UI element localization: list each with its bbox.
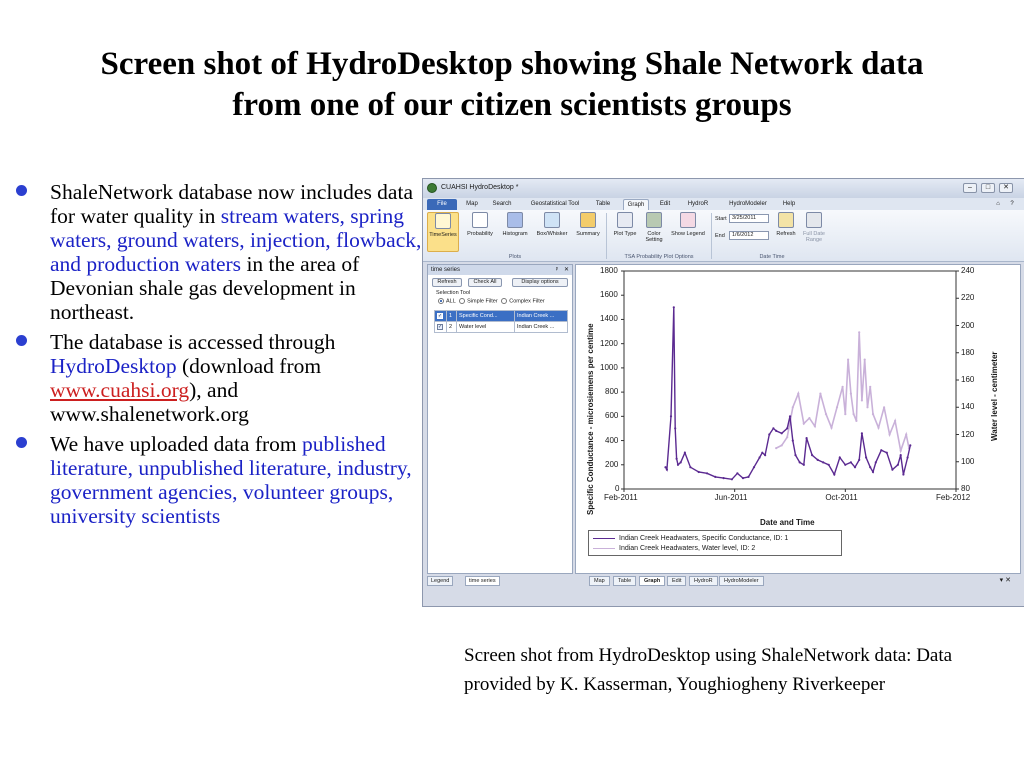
x-tick-label: Feb-2012 [936,493,971,502]
data-point [775,447,777,449]
legend-swatch-icon [593,538,615,539]
data-point [869,466,871,468]
radio-complex-label: Complex Filter [509,298,545,305]
timeseries-label: TimeSeries [429,232,457,238]
ribbon-toolbar [423,210,1024,262]
data-point [806,437,808,439]
bullet-1-text-b: stream waters, spring waters, ground waters, injection, flowback, and production waters [50,204,422,276]
show-legend-label: Show Legend [671,231,705,237]
data-point [811,454,813,456]
slide-title-line-2: from one of our citizen scientists groups [232,87,792,123]
data-point [828,464,830,466]
data-point [814,425,816,427]
graph-panel [575,264,1021,574]
y-left-tick-label: 1800 [600,266,618,275]
data-point [869,386,871,388]
window-titlebar[interactable] [423,179,1024,198]
row-variable: Water level [457,322,515,333]
minimize-button[interactable]: – [963,183,977,193]
menu-map[interactable]: Map [466,201,478,207]
view-tabs [575,576,1021,587]
data-point [775,430,777,432]
legend-entry-1: Indian Creek Headwaters, Specific Conductance, ID: 1 [619,535,789,542]
bullet-2-text-c: (download from [176,354,322,378]
refresh-icon [778,212,794,228]
full-date-range-icon [806,212,822,228]
home-icon[interactable]: ⌂ [996,201,1000,207]
menu-edit[interactable]: Edit [659,201,671,207]
hydrodesktop-window [422,178,1024,607]
summary-button[interactable] [573,212,603,252]
data-point [861,399,863,401]
y-left-tick-label: 400 [605,435,619,445]
data-point [792,440,794,442]
y-left-tick-label: 1400 [600,314,618,324]
bullet-dot-icon [16,437,27,448]
data-point [866,406,868,408]
bullet-dot-icon [16,335,27,346]
data-point [803,464,805,466]
data-point [854,466,856,468]
y-left-tick-label: 800 [605,387,619,397]
y-right-tick-label: 160 [961,375,975,384]
data-point [900,450,902,452]
data-point [886,452,888,454]
y-axis-left-label: Specific Conductance - microsiemens per centime [586,323,595,515]
bullet-item [14,432,422,528]
tab-hydromodeler[interactable]: HydroModeler [719,576,764,586]
tab-legend[interactable]: Legend [427,576,453,586]
menu-file[interactable]: File [427,199,457,210]
data-point [759,456,761,458]
bullet-list [14,180,422,534]
data-point [865,456,867,458]
data-point [861,432,863,434]
selection-radio-group [436,298,545,304]
check-all-button[interactable]: Check All [468,278,502,287]
ribbon-separator [606,213,607,259]
bullet-3-text-b: published literature, unpublished literature, industry, government agencies, volunteer groups, university scientists [50,432,412,528]
data-point [731,478,733,480]
bullet-item [14,180,422,324]
data-point [858,331,860,333]
full-date-range-label: Full Date Range [802,231,825,243]
data-point [889,433,891,435]
menu-hydromodeler[interactable]: HydroModeler [729,201,767,207]
menu-table[interactable]: Table [595,201,611,207]
data-point [880,449,882,451]
data-point [909,444,911,446]
y-left-tick-label: 1000 [600,362,618,372]
y-right-tick-label: 100 [961,456,975,466]
panel-title: time series [431,267,461,273]
y-axis-right-label: Water level - centimeter [990,351,999,441]
time-series-panel [427,264,573,574]
color-setting-label: Color Setting [645,231,663,243]
summary-label: Summary [576,231,600,237]
series-table [434,310,568,333]
app-logo-icon [427,183,437,193]
data-point [714,476,716,478]
menu-geostatistical-tool[interactable]: Geostatistical Tool [530,201,580,207]
chart-legend [588,530,842,556]
x-tick-label: Oct-2011 [825,493,858,502]
data-point [742,477,744,479]
start-date-label: Start [715,216,727,222]
box-whisker-label: Box/Whisker [536,231,568,237]
help-icon[interactable]: ? [1010,201,1014,207]
data-point [674,427,676,429]
tab-dropdown-icon[interactable]: ▾ ✕ [999,577,1011,584]
y-right-tick-label: 140 [961,402,975,412]
plots-group-label: Plots [508,254,522,260]
tab-hydror[interactable]: HydroR [689,576,718,586]
radio-simple-label: Simple Filter [467,298,498,305]
bullet-1-text-a: ShaleNetwork database now includes data for water quality in [50,180,413,228]
timeseries-icon [435,213,451,229]
data-point [689,466,691,468]
data-point [803,423,805,425]
show-legend-button[interactable] [669,212,707,252]
data-point [676,458,678,460]
tab-edit[interactable]: Edit [667,576,686,586]
timeseries-button[interactable] [427,212,459,252]
probability-label: Probability [467,231,493,237]
data-point [664,466,666,468]
close-window-button[interactable]: ✕ [999,183,1013,193]
y-left-tick-label: 200 [605,459,619,469]
data-point [789,415,791,417]
maximize-button[interactable]: □ [981,183,995,193]
data-point [680,461,682,463]
ribbon-separator [711,213,712,259]
slide-title-line-1: Screen shot of HydroDesktop showing Shale Network data [100,46,924,82]
data-point [872,413,874,415]
color-setting-button[interactable] [641,212,667,252]
data-point [723,477,725,479]
y-left-tick-label: 0 [615,484,620,493]
display-options-button[interactable]: Display options [512,278,568,287]
y-left-tick-label: 1200 [600,338,618,348]
summary-icon [580,212,596,228]
data-point [822,461,824,463]
data-point [786,427,788,429]
table-row[interactable] [435,322,568,333]
data-point [858,459,860,461]
data-point [797,393,799,395]
menu-hydror[interactable]: HydroR [687,201,709,207]
data-point [905,433,907,435]
date-time-group-label: Date Time [759,254,785,260]
data-point [808,417,810,419]
data-point [819,393,821,395]
data-point [677,464,679,466]
data-point [747,476,749,478]
data-point [830,427,832,429]
slide-title [20,44,1004,126]
data-point [698,471,700,473]
histogram-label: Histogram [502,231,528,237]
histogram-button[interactable] [499,212,531,252]
x-tick-label: Jun-2011 [714,493,748,502]
histogram-icon [507,212,523,228]
radio-all[interactable] [438,298,444,304]
check-icon: ✓ [438,312,443,319]
y-right-tick-label: 200 [961,320,975,330]
data-point [864,359,866,361]
color-setting-icon [646,212,662,228]
data-point [839,456,841,458]
plot-frame [624,271,956,489]
data-point [772,427,774,429]
panel-close-icon[interactable]: ✕ [563,267,569,273]
row-number: 1 [447,311,457,322]
cuahsi-link[interactable]: www.cuahsi.org [50,378,190,402]
bullet-item [14,330,422,426]
bullet-dot-icon [16,185,27,196]
data-point [855,420,857,422]
bullet-2-text-d: ), and www.shalenetwork.org [50,378,249,426]
plot-type-label: Plot Type [613,231,637,237]
data-point [736,472,738,474]
data-point [666,469,668,471]
y-left-tick-label: 600 [605,411,619,421]
data-point [875,461,877,463]
refresh-button[interactable]: Refresh [432,278,462,287]
data-point [907,456,909,458]
row-variable: Specific Cond... [457,311,515,322]
data-point [706,472,708,474]
data-point [877,427,879,429]
table-row[interactable] [435,311,568,322]
data-point [768,433,770,435]
legend-entry [593,534,788,544]
options-group-label: TSA Probability Plot Options [624,254,694,260]
menu-bar [423,198,1024,210]
data-point [794,454,796,456]
panel-header [428,265,572,275]
menu-graph[interactable]: Graph [623,199,649,210]
data-point [753,466,755,468]
data-point [836,406,838,408]
radio-simple-filter[interactable] [459,298,465,304]
y-right-tick-label: 80 [961,484,970,493]
full-date-range-button[interactable] [801,212,827,252]
data-point [786,436,788,438]
refresh-date-label: Refresh [776,231,796,237]
data-point [844,464,846,466]
data-point [817,459,819,461]
bullet-2-text-a: The database is accessed through [50,330,336,354]
start-date-field[interactable]: 3/25/2011 [729,214,769,223]
panel-tabs [427,576,573,587]
menu-help[interactable]: Help [782,201,796,207]
data-point [792,406,794,408]
selection-tool-label: Selection Tool [436,290,471,296]
tab-table[interactable]: Table [613,576,636,586]
data-point [825,413,827,415]
data-point [894,420,896,422]
end-date-label: End [715,233,725,239]
bullet-1-text-c: in the area of Devonian shale gas development in northeast. [50,252,360,324]
data-point [684,452,686,454]
data-point [891,469,893,471]
tab-time-series[interactable]: time series [465,576,500,586]
legend-entry-2: Indian Creek Headwaters, Water level, ID: 2 [619,545,756,552]
x-tick-label: Feb-2011 [604,493,638,502]
data-point [761,452,763,454]
data-point [670,415,672,417]
y-right-tick-label: 180 [961,347,975,357]
data-point [673,306,675,308]
x-axis-label: Date and Time [760,518,815,527]
data-point [844,413,846,415]
data-point [850,461,852,463]
data-point [799,461,801,463]
data-point [872,471,874,473]
data-point [833,473,835,475]
plot-type-button[interactable] [611,212,639,252]
data-point [781,444,783,446]
radio-all-label: ALL [446,298,456,305]
bullet-3-text-a: We have uploaded data from [50,432,302,456]
data-point [853,413,855,415]
data-point [902,473,904,475]
y-right-tick-label: 120 [961,429,975,439]
row-site: Indian Creek ... [515,311,568,322]
data-point [850,393,852,395]
bullet-2-text-b: HydroDesktop [50,354,177,378]
time-series-chart[interactable] [576,265,1020,527]
data-point [764,454,766,456]
legend-swatch-icon [593,548,615,549]
refresh-date-button[interactable] [773,212,799,252]
end-date-field[interactable]: 1/6/2012 [729,231,769,240]
tab-map[interactable]: Map [589,576,610,586]
box-whisker-icon [544,212,560,228]
show-legend-icon [680,212,696,228]
plot-type-icon [617,212,633,228]
row-checkbox[interactable] [435,322,447,333]
data-point [781,432,783,434]
probability-icon [472,212,488,228]
row-checkbox[interactable] [435,311,447,322]
screenshot-caption: Screen shot from HydroDesktop using ShaleNetwork data: Data provided by K. Kasserman, Youghiogheny Riverkeeper [464,645,953,695]
data-point [900,454,902,456]
box-whisker-button[interactable] [533,212,571,252]
row-number: 2 [447,322,457,333]
row-site: Indian Creek ... [515,322,568,333]
check-icon: ✓ [438,323,443,330]
menu-search[interactable]: Search [492,201,512,207]
y-right-tick-label: 240 [961,266,975,275]
probability-button[interactable] [463,212,497,252]
y-left-tick-label: 1600 [600,290,618,300]
pin-icon[interactable]: ᵖ [555,267,558,273]
radio-complex-filter[interactable] [501,298,507,304]
window-title: CUAHSI HydroDesktop * [441,184,519,191]
tab-graph[interactable]: Graph [639,576,665,586]
y-right-tick-label: 220 [961,293,975,303]
data-point [847,359,849,361]
legend-entry [593,544,755,554]
data-point [842,386,844,388]
data-point [883,406,885,408]
data-point [897,464,899,466]
